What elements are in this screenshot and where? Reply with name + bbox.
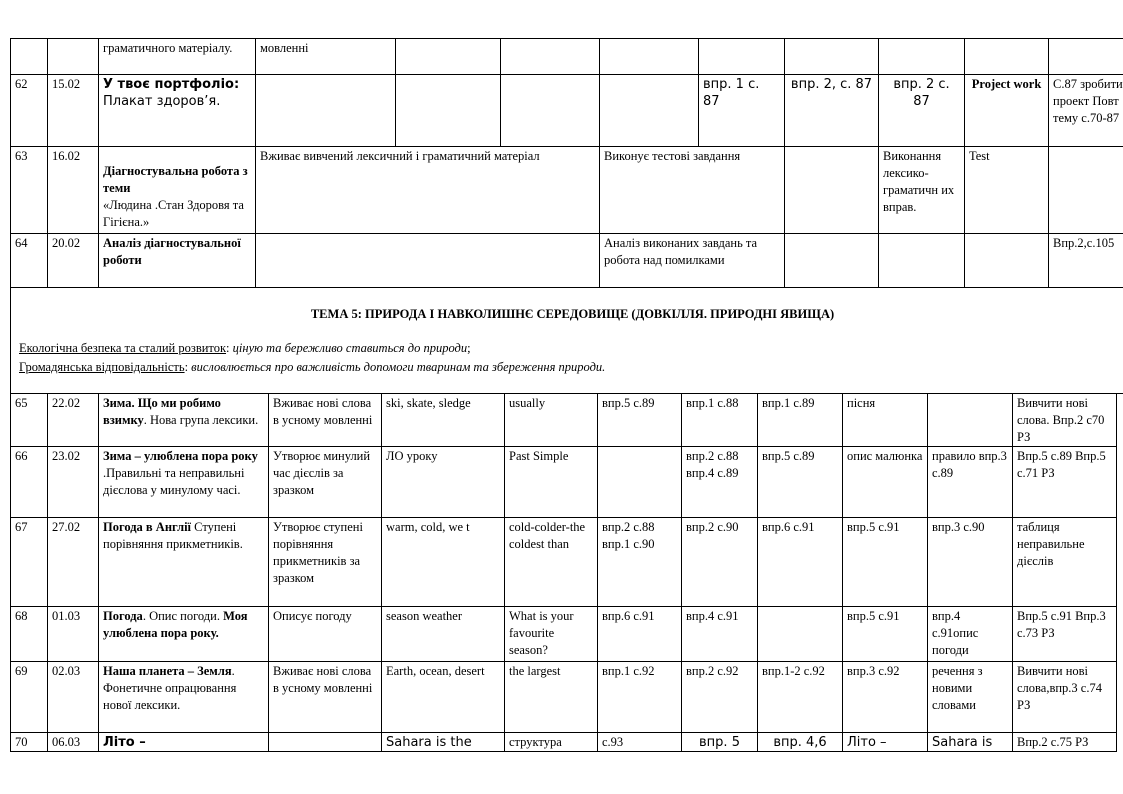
topic-header-row [11, 288, 1123, 394]
lesson-number: 68 [11, 607, 48, 662]
activity-cell: Test [965, 147, 1049, 234]
homework-cell: Впр.2 с.75 РЗ [1013, 733, 1117, 752]
cell [699, 39, 785, 75]
lesson-skills: Вживає нові слова в усному мовленні [269, 394, 382, 447]
lesson-number: 64 [11, 234, 48, 288]
lesson-topic [99, 733, 269, 752]
cell [396, 39, 501, 75]
lesson-skills: Утворює минулий час дієслів за зразком [269, 447, 382, 518]
topic-heading: ТЕМА 5: ПРИРОДА І НАВКОЛИШНЄ СЕРЕДОВИЩЕ (ДОВКІЛЛЯ. ПРИРОДНІ ЯВИЩА) [310, 307, 835, 321]
lesson-number: 70 [11, 733, 48, 752]
exercise-cell: с.93 [598, 733, 682, 752]
cell: Sahara is [928, 733, 1013, 752]
lesson-date [48, 39, 99, 75]
exercise-cell: впр. 4,6 [758, 733, 843, 752]
table-row [11, 234, 1123, 288]
homework-cell [1049, 147, 1123, 234]
exercise-cell: впр.4 с.91 [682, 607, 758, 662]
vocabulary-cell: warm, cold, we t [382, 518, 505, 607]
lesson-skills: Описує погоду [269, 607, 382, 662]
lesson-number: 67 [11, 518, 48, 607]
topic-detail: «Людина .Стан Здоровя та Гігієна.» [103, 198, 244, 229]
lesson-date: 23.02 [48, 447, 99, 518]
lesson-skills: Утворює ступені порівняння прикметників за зразком [269, 518, 382, 607]
cell: речення з новими словами [928, 662, 1013, 733]
lesson-topic [99, 518, 269, 607]
topic-detail: . Фонетичне опрацювання нової лексики. [103, 664, 237, 712]
topic-line-civic: Громадянська відповідальність: висловлюється про важливість допомоги тваринам та збереження природи. [19, 360, 606, 374]
topic-title-second: Моя улюблена пора року. [103, 609, 248, 640]
lesson-date: 22.02 [48, 394, 99, 447]
topic-section [11, 288, 1123, 394]
table-row [11, 518, 1117, 607]
lesson-number: 63 [11, 147, 48, 234]
lesson-date: 15.02 [48, 75, 99, 147]
lesson-topic [99, 394, 269, 447]
lesson-number: 69 [11, 662, 48, 733]
lesson-number: 62 [11, 75, 48, 147]
lesson-skills: мовленні [256, 39, 396, 75]
exercise-cell: Виконання лексико-граматичн их вправ. [879, 147, 965, 234]
table-row [11, 662, 1117, 733]
grammar-cell: cold-colder-the coldest than [505, 518, 598, 607]
table-row [11, 75, 1123, 147]
table-row [11, 39, 1123, 75]
exercise-cell: впр. 2 с. 87 [879, 75, 965, 147]
homework-cell: Вивчити нові слова,впр.3 с.74 РЗ [1013, 662, 1117, 733]
table-row [11, 447, 1117, 518]
activity-cell: опис малюнка [843, 447, 928, 518]
exercise-cell: впр. 5 [682, 733, 758, 752]
exercise-cell: впр.2 с.88 впр.4 с.89 [682, 447, 758, 518]
lesson-skills: Вживає вивчений лексичний і граматичний матеріал [256, 147, 600, 234]
cell [396, 75, 501, 147]
exercise-cell: впр.5 с.89 [598, 394, 682, 447]
homework-cell: таблиця неправильне дієслів [1013, 518, 1117, 607]
vocabulary-cell: ЛО уроку [382, 447, 505, 518]
grammar-cell: What is your favourite season? [505, 607, 598, 662]
exercise-cell: впр.1-2 с.92 [758, 662, 843, 733]
exercise-cell: впр.2 с.92 [682, 662, 758, 733]
topic-title: Наша планета – Земля [103, 664, 232, 678]
exercise-cell [758, 607, 843, 662]
cell [785, 147, 879, 234]
line-text: ціную та бережливо ставиться до природи [232, 341, 468, 355]
exercise-cell: впр.6 с.91 [758, 518, 843, 607]
exercise-cell [598, 447, 682, 518]
vocabulary-cell: season weather [382, 607, 505, 662]
lower-lesson-table [10, 393, 1117, 752]
task-cell: Виконує тестові завдання [600, 147, 785, 234]
task-cell: Аналіз виконаних завдань та робота над помилками [600, 234, 785, 288]
activity-cell: впр.3 с.92 [843, 662, 928, 733]
cell [879, 234, 965, 288]
lesson-date: 01.03 [48, 607, 99, 662]
activity-cell: впр.5 с.91 [843, 518, 928, 607]
exercise-cell: впр.2 с.88 впр.1 с.90 [598, 518, 682, 607]
lesson-date: 20.02 [48, 234, 99, 288]
topic-detail: . Нова група лексики. [143, 413, 259, 427]
grammar-cell: the largest [505, 662, 598, 733]
grammar-cell: usually [505, 394, 598, 447]
lesson-number: 66 [11, 447, 48, 518]
table-row [11, 607, 1117, 662]
table-row [11, 733, 1117, 752]
topic-detail: Плакат здоров’я. [103, 94, 221, 109]
topic-detail: . Опис погоди. [142, 609, 224, 623]
vocabulary-cell: Earth, ocean, desert [382, 662, 505, 733]
vocabulary-cell: ski, skate, sledge [382, 394, 505, 447]
topic-title: Літо – [103, 735, 146, 750]
lesson-skills: Вживає нові слова в усному мовленні [269, 662, 382, 733]
homework-cell: Впр.2,с.105 [1049, 234, 1123, 288]
grammar-cell: Past Simple [505, 447, 598, 518]
cell [256, 75, 396, 147]
lesson-topic [99, 447, 269, 518]
cell: впр.4 с.91опис погоди [928, 607, 1013, 662]
table-row [11, 394, 1117, 447]
lesson-topic [99, 75, 256, 147]
exercise-cell: впр. 2, с. 87 [785, 75, 879, 147]
topic-detail: .Правильні та неправильні дієслова у минулому часі. [103, 466, 245, 497]
cell [965, 39, 1049, 75]
topic-title: У твоє портфоліо: [103, 77, 240, 92]
exercise-cell: впр.1 с.92 [598, 662, 682, 733]
cell [785, 39, 879, 75]
topic-line-ecology: Екологічна безпека та сталий розвиток: ціную та бережливо ставиться до природи; [19, 341, 471, 355]
cell [965, 234, 1049, 288]
lesson-date: 06.03 [48, 733, 99, 752]
homework-cell: Вивчити нові слова. Впр.2 с70 РЗ [1013, 394, 1117, 447]
cell [256, 234, 600, 288]
cell: правило впр.3 с.89 [928, 447, 1013, 518]
cell: впр.3 с.90 [928, 518, 1013, 607]
topic-detail: Ступені порівняння прикметників. [103, 520, 243, 551]
lesson-date: 16.02 [48, 147, 99, 234]
vocabulary-cell: Sahara is the [382, 733, 505, 752]
lesson-date: 27.02 [48, 518, 99, 607]
cell [879, 39, 965, 75]
lesson-topic [99, 234, 256, 288]
homework-cell: Впр.5 с.91 Впр.3 с.73 РЗ [1013, 607, 1117, 662]
cell [928, 394, 1013, 447]
lesson-topic [99, 607, 269, 662]
lesson-topic: граматичного матеріалу. [99, 39, 256, 75]
exercise-cell: впр.6 с.91 [598, 607, 682, 662]
cell [501, 39, 600, 75]
exercise-cell: впр.1 с.89 [758, 394, 843, 447]
exercise-cell: впр.5 с.89 [758, 447, 843, 518]
lesson-date: 02.03 [48, 662, 99, 733]
activity-cell: Project work [965, 75, 1049, 147]
topic-title: Зима. Що ми робимо взимку [103, 396, 221, 427]
lesson-topic [99, 662, 269, 733]
lesson-number [11, 39, 48, 75]
cell [501, 75, 600, 147]
table-row [11, 147, 1123, 234]
exercise-cell: впр.2 с.90 [682, 518, 758, 607]
cell [600, 39, 699, 75]
activity-cell: пісня [843, 394, 928, 447]
cell [785, 234, 879, 288]
lesson-number: 65 [11, 394, 48, 447]
topic-title: Погода в Англії [103, 520, 192, 534]
line-label: Екологічна безпека та сталий розвиток [19, 341, 227, 355]
cell [1049, 39, 1123, 75]
homework-cell: Впр.5 с.89 Впр.5 с.71 РЗ [1013, 447, 1117, 518]
topic-title: Аналіз діагностувальної роботи [103, 236, 241, 267]
lesson-plan-page [10, 38, 1123, 752]
topic-title: Діагностувальна робота з теми [103, 164, 248, 195]
activity-cell: впр.5 с.91 [843, 607, 928, 662]
exercise-cell: впр.1 с.88 [682, 394, 758, 447]
grammar-cell: структура [505, 733, 598, 752]
homework-cell: С.87 зробити проект Повт тему с.70-87 [1049, 75, 1123, 147]
activity-cell: Літо – [843, 733, 928, 752]
upper-lesson-table [10, 38, 1123, 394]
line-text: висловлюється про важливість допомоги тваринам та збереження природи. [191, 360, 606, 374]
cell [600, 75, 699, 147]
line-label: Громадянська відповідальність [19, 360, 185, 374]
lesson-skills [269, 733, 382, 752]
exercise-cell: впр. 1 с. 87 [699, 75, 785, 147]
lesson-topic [99, 147, 256, 234]
topic-title: Зима – улюблена пора року [103, 449, 258, 463]
topic-title: Погода [103, 609, 143, 623]
